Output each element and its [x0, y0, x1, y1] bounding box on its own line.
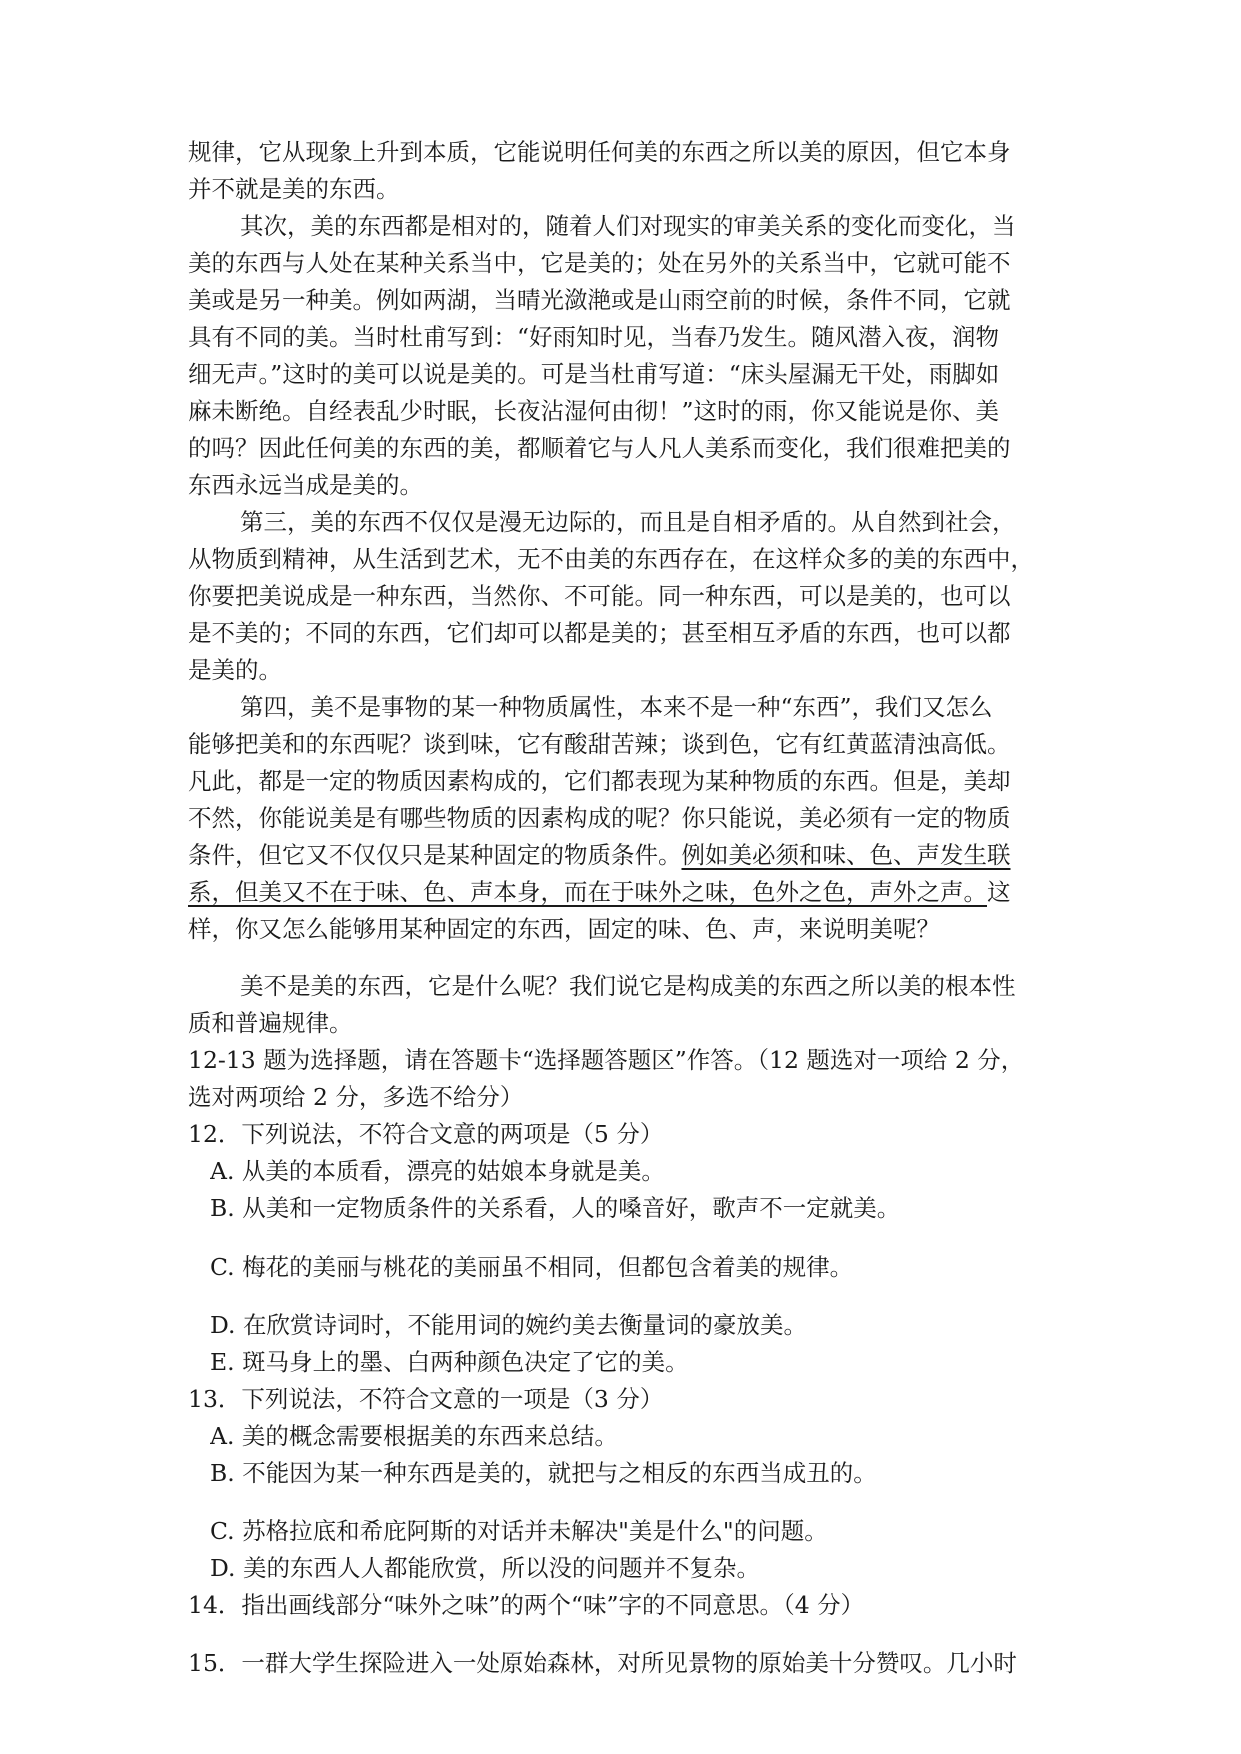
paragraph-4-line-6 [188, 874, 1058, 911]
paragraph-2-line-2: 美的东西与人处在某种关系当中，它是美的；处在另外的关系当中，它就可能不 [188, 249, 1011, 277]
question-13-option-b: B. 不能因为某一种东西是美的，就把与之相反的东西当成丑的。 [210, 1459, 877, 1487]
paragraph-4-line-5 [188, 837, 1058, 874]
paragraph-2-line-5: 细无声。”这时的美可以说是美的。可是当杜甫写道：“床头屋漏无干处，雨脚如 [188, 360, 1000, 388]
underlined-passage-end: 系，但美又不在于味、色、声本身，而在于味外之味，色外之色，声外之声。 [188, 878, 987, 906]
paragraph-3-line-5: 是美的。 [188, 656, 282, 684]
question-13-option-d: D. 美的东西人人都能欣赏，所以没的问题并不复杂。 [210, 1554, 760, 1582]
paragraph-4-line-5-text: 条件，但它又不仅仅只是某种固定的物质条件。 [188, 841, 682, 869]
paragraph-2-line-1: 其次，美的东西都是相对的，随着人们对现实的审美关系的变化而变化，当 [240, 212, 1016, 240]
question-13-option-c: C. 苏格拉底和希庇阿斯的对话并未解决"美是什么"的问题。 [210, 1517, 828, 1545]
paragraph-5-line-2: 质和普遍规律。 [188, 1009, 353, 1037]
paragraph-3-line-3: 你要把美说成是一种东西，当然你、不可能。同一种东西，可以是美的，也可以 [188, 582, 1011, 610]
paragraph-2-line-6: 麻未断绝。自经表乱少时眠，长夜沾湿何由彻！”这时的雨，你又能说是你、美 [188, 397, 1000, 425]
instructions-line-2: 选对两项给 2 分，多选不给分） [188, 1083, 524, 1111]
paragraph-3-line-4: 是不美的；不同的东西，它们却可以都是美的；甚至相互矛盾的东西，也可以都 [188, 619, 1011, 647]
question-12-option-d: D. 在欣赏诗词时，不能用词的婉约美去衡量词的豪放美。 [210, 1311, 807, 1339]
question-15-stem: 15．一群大学生探险进入一处原始森林，对所见景物的原始美十分赞叹。几小时 [188, 1649, 1017, 1677]
question-12-option-e: E. 斑马身上的墨、白两种颜色决定了它的美。 [210, 1348, 689, 1376]
paragraph-4-line-1: 第四，美不是事物的某一种物质属性，本来不是一种“东西”，我们又怎么 [240, 693, 993, 721]
question-12-option-a: A. 从美的本质看，漂亮的姑娘本身就是美。 [210, 1157, 665, 1185]
underlined-passage-start: 例如美必须和味、色、声发生联 [681, 841, 1011, 869]
paragraph-2-line-3: 美或是另一种美。例如两湖，当晴光潋滟或是山雨空前的时候，条件不同，它就 [188, 286, 1011, 314]
paragraph-2-line-8: 东西永远当成是美的。 [188, 471, 423, 499]
paragraph-4-line-6-text: 这 [987, 878, 1011, 906]
paragraph-3-line-2: 从物质到精神，从生活到艺术，无不由美的东西存在，在这样众多的美的东西中， [188, 545, 1034, 573]
question-13-option-a: A. 美的概念需要根据美的东西来总结。 [210, 1422, 618, 1450]
instructions-line-1: 12-13 题为选择题，请在答题卡“选择题答题区”作答。（12 题选对一项给 2 分， [188, 1046, 1025, 1074]
paragraph-4-line-2: 能够把美和的东西呢？谈到味，它有酸甜苦辣；谈到色，它有红黄蓝清浊高低。 [188, 730, 1011, 758]
paragraph-2-line-4: 具有不同的美。当时杜甫写到：“好雨知时见，当春乃发生。随风潜入夜，润物 [188, 323, 1000, 351]
question-12-option-c: C. 梅花的美丽与桃花的美丽虽不相同，但都包含着美的规律。 [210, 1253, 854, 1281]
paragraph-4-line-7: 样，你又怎么能够用某种固定的东西，固定的味、色、声，来说明美呢？ [188, 915, 940, 943]
paragraph-2-line-7: 的吗？因此任何美的东西的美，都顺着它与人凡人美系而变化，我们很难把美的 [188, 434, 1011, 462]
question-12-stem: 12．下列说法，不符合文意的两项是（5 分） [188, 1120, 664, 1148]
paragraph-3-line-1: 第三，美的东西不仅仅是漫无边际的，而且是自相矛盾的。从自然到社会， [240, 508, 1016, 536]
question-13-stem: 13．下列说法，不符合文意的一项是（3 分） [188, 1385, 664, 1413]
paragraph-4-line-3: 凡此，都是一定的物质因素构成的，它们都表现为某种物质的东西。但是，美却 [188, 767, 1011, 795]
question-14-stem: 14．指出画线部分“味外之味”的两个“味”字的不同意思。（4 分） [188, 1591, 865, 1619]
paragraph-1-line-1: 规律，它从现象上升到本质，它能说明任何美的东西之所以美的原因，但它本身 [188, 138, 1011, 166]
paragraph-1-line-2: 并不就是美的东西。 [188, 175, 400, 203]
question-12-option-b: B. 从美和一定物质条件的关系看，人的嗓音好，歌声不一定就美。 [210, 1194, 901, 1222]
paragraph-4-line-4: 不然，你能说美是有哪些物质的因素构成的呢？你只能说，美必须有一定的物质 [188, 804, 1011, 832]
paragraph-5-line-1: 美不是美的东西，它是什么呢？我们说它是构成美的东西之所以美的根本性 [240, 972, 1016, 1000]
